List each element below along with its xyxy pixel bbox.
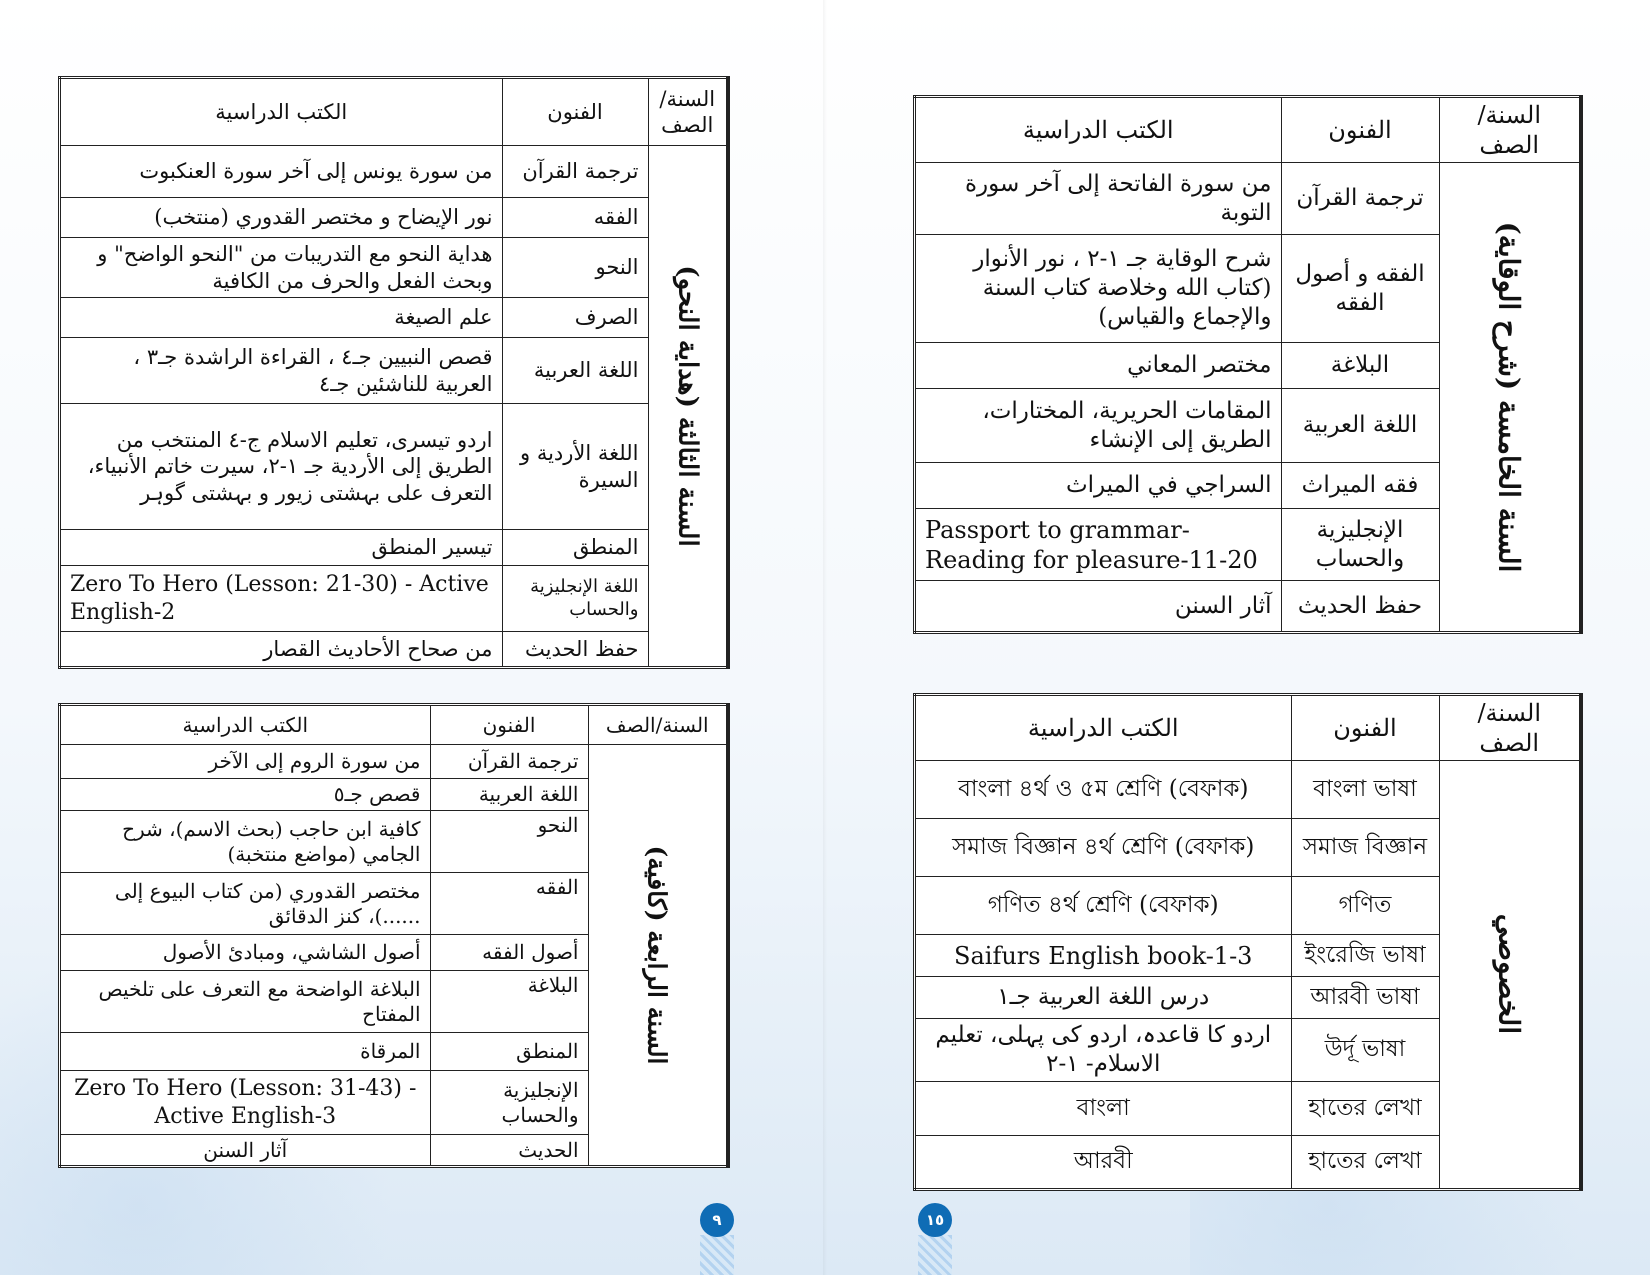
subject-cell: اللغة الأردية و السيرة xyxy=(502,404,648,530)
subject-cell: الفقه و أصول الفقه xyxy=(1281,235,1439,343)
year-cell xyxy=(1439,163,1581,633)
books-cell: Zero To Hero (Lesson: 21-30) - Active English-2 xyxy=(60,566,503,632)
subject-cell: الفقه xyxy=(502,198,648,238)
books-cell: قصص جـ٥ xyxy=(60,779,431,811)
header-books: الكتب الدراسية xyxy=(60,78,503,146)
curriculum-table-third-year xyxy=(58,76,730,669)
header-subject: الفنون xyxy=(430,705,588,745)
page-number-left: ٩ xyxy=(700,1203,734,1237)
header-year: السنة/ الصف xyxy=(648,78,728,146)
subject-cell: النحو xyxy=(502,238,648,298)
header-year: السنة/الصف xyxy=(588,705,728,745)
subject-cell: সমাজ বিজ্ঞান xyxy=(1291,819,1439,877)
books-cell: সমাজ বিজ্ঞান ৪র্থ শ্রেণি (বেফাক) xyxy=(915,819,1292,877)
books-cell: تيسير المنطق xyxy=(60,530,503,566)
page-number-ornament-right xyxy=(918,1235,952,1275)
subject-cell: أصول الفقه xyxy=(430,935,588,971)
books-cell: هداية النحو مع التدريبات من "النحو الواضح" و وبحث الفعل والحرف من الكافية xyxy=(60,238,503,298)
books-cell: كافية ابن حاجب (بحث الاسم)، شرح الجامي (مواضع منتخبة) xyxy=(60,811,431,873)
books-cell: اردو تیسری، تعلیم الاسلام ج-٤ المنتخب من الطريق إلى الأردية جـ ١-٢، سیرت خاتم الأنبیاء، التعرف على بہشتی زیور و بہشتی گوہر xyxy=(60,404,503,530)
books-cell: Zero To Hero (Lesson: 31-43) - Active English-3 xyxy=(60,1071,431,1135)
year-label: الخصوصي xyxy=(1492,914,1526,1035)
header-subject: الفنون xyxy=(1291,695,1439,761)
subject-cell: اللغة الإنجليزية والحساب xyxy=(502,566,648,632)
books-cell: البلاغة الواضحة مع التعرف على تلخيص المفتاح xyxy=(60,971,431,1033)
subject-cell: فقه الميراث xyxy=(1281,463,1439,509)
books-cell: من صحاح الأحاديث القصار xyxy=(60,632,503,668)
subject-cell: المنطق xyxy=(502,530,648,566)
curriculum-table-fifth-year xyxy=(913,95,1583,634)
books-cell: أصول الشاشي، ومبادئ الأصول xyxy=(60,935,431,971)
subject-cell: উর্দূ ভাষা xyxy=(1291,1019,1439,1082)
subject-cell: حفظ الحديث xyxy=(1281,581,1439,633)
books-cell: বাংলা ৪র্থ ও ৫ম শ্রেণি (বেফাক) xyxy=(915,761,1292,819)
subject-cell: ترجمة القرآن xyxy=(1281,163,1439,235)
year-cell xyxy=(588,745,728,1167)
subject-cell: الصرف xyxy=(502,298,648,338)
books-cell: قصص النبيين جـ٤ ، القراءة الراشدة جـ٣ ، العربية للناشئين جـ٤ xyxy=(60,338,503,404)
year-cell xyxy=(648,146,728,668)
subject-cell: المنطق xyxy=(430,1033,588,1071)
subject-cell: حفظ الحديث xyxy=(502,632,648,668)
books-cell: علم الصيغة xyxy=(60,298,503,338)
header-year: السنة/الصف xyxy=(1439,695,1581,761)
subject-cell: اللغة العربية xyxy=(1281,389,1439,463)
subject-cell: اللغة العربية xyxy=(430,779,588,811)
page-number-right: ١٥ xyxy=(918,1203,952,1237)
books-cell: من سورة الروم إلى الآخر xyxy=(60,745,431,779)
subject-cell: গণিত xyxy=(1291,877,1439,935)
year-label: السنة الخامسة (شرح الوقاية) xyxy=(1492,221,1526,573)
curriculum-table-fourth-year xyxy=(58,703,730,1168)
subject-cell: الإنجليزية والحساب xyxy=(1281,509,1439,581)
books-cell: مختصر القدوري (من كتاب البيوع إلى ......)، كنز الدقائق xyxy=(60,873,431,935)
books-cell: السراجي في الميراث xyxy=(915,463,1282,509)
subject-cell: البلاغة xyxy=(430,971,588,1033)
books-cell: درس اللغة العربية جـ١ xyxy=(915,977,1292,1019)
subject-cell: হাতের লেখা xyxy=(1291,1081,1439,1135)
page-spine xyxy=(823,0,827,1275)
header-subject: الفنون xyxy=(502,78,648,146)
books-cell: آثار السنن xyxy=(915,581,1282,633)
books-cell: Passport to grammar- Reading for pleasure-11-20 xyxy=(915,509,1282,581)
books-cell: المرقاة xyxy=(60,1033,431,1071)
header-year: السنة/الصف xyxy=(1439,97,1581,163)
year-label: السنة الرابعة (كافية) xyxy=(642,845,672,1065)
books-cell: مختصر المعاني xyxy=(915,343,1282,389)
books-cell: نور الإيضاح و مختصر القدوري (منتخب) xyxy=(60,198,503,238)
year-cell xyxy=(1439,761,1581,1190)
books-cell: اردو کا قاعدہ، اردو کی پہلی، تعلیم الاسلام- ١-٢ xyxy=(915,1019,1292,1082)
curriculum-table-special xyxy=(913,693,1583,1191)
header-books: الكتب الدراسية xyxy=(915,695,1292,761)
subject-cell: ترجمة القرآن xyxy=(502,146,648,198)
subject-cell: ইংরেজি ভাষা xyxy=(1291,935,1439,977)
subject-cell: বাংলা ভাষা xyxy=(1291,761,1439,819)
subject-cell: الحديث xyxy=(430,1135,588,1167)
books-cell: من سورة الفاتحة إلى آخر سورة التوبة xyxy=(915,163,1282,235)
year-label: السنة الثالثة (هداية النحو) xyxy=(672,265,703,547)
header-subject: الفنون xyxy=(1281,97,1439,163)
books-cell: গণিত ৪র্থ শ্রেণি (বেফাক) xyxy=(915,877,1292,935)
header-books: الكتب الدراسية xyxy=(915,97,1282,163)
subject-cell: اللغة العربية xyxy=(502,338,648,404)
subject-cell: الإنجليزية والحساب xyxy=(430,1071,588,1135)
page-number-ornament-left xyxy=(700,1235,734,1275)
books-cell: المقامات الحريرية، المختارات، الطريق إلى الإنشاء xyxy=(915,389,1282,463)
subject-cell: হাতের লেখা xyxy=(1291,1135,1439,1189)
books-cell: من سورة يونس إلى آخر سورة العنكبوت xyxy=(60,146,503,198)
header-books: الكتب الدراسية xyxy=(60,705,431,745)
subject-cell: الفقه xyxy=(430,873,588,935)
books-cell: আরবী xyxy=(915,1135,1292,1189)
subject-cell: النحو xyxy=(430,811,588,873)
books-cell: Saifurs English book-1-3 xyxy=(915,935,1292,977)
books-cell: شرح الوقاية جـ ١-٢ ، نور الأنوار (كتاب الله وخلاصة كتاب السنة والإجماع والقياس) xyxy=(915,235,1282,343)
subject-cell: البلاغة xyxy=(1281,343,1439,389)
books-cell: آثار السنن xyxy=(60,1135,431,1167)
subject-cell: আরবী ভাষা xyxy=(1291,977,1439,1019)
subject-cell: ترجمة القرآن xyxy=(430,745,588,779)
books-cell: বাংলা xyxy=(915,1081,1292,1135)
